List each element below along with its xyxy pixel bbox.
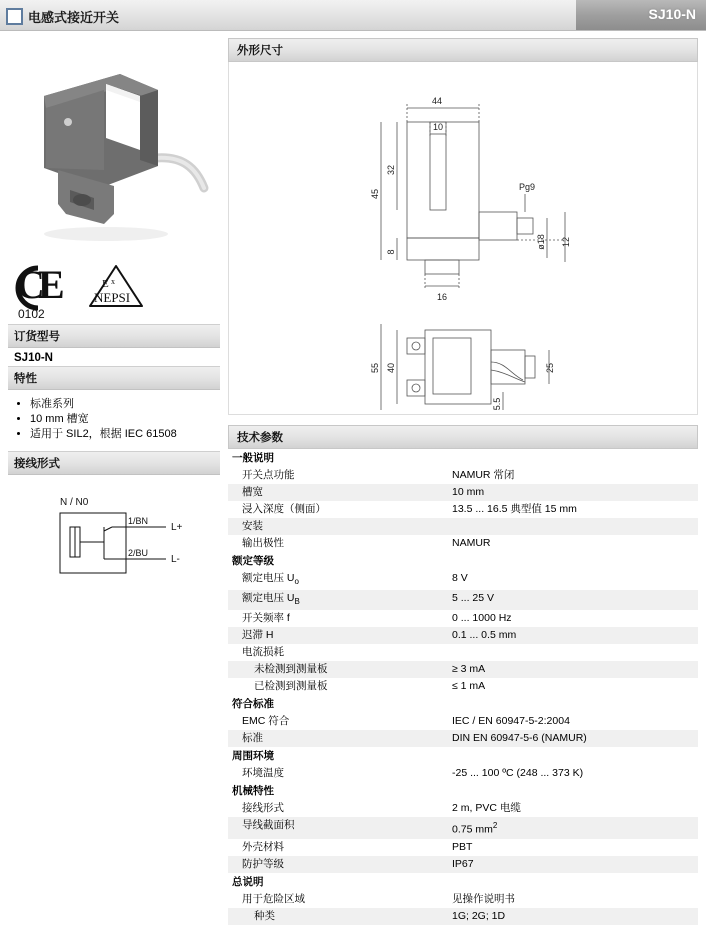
spec-group-label: 机械特性 xyxy=(228,782,698,800)
ce-icon xyxy=(16,262,65,308)
svg-text:L+: L+ xyxy=(171,522,183,533)
spec-key: 未检测到测量板 xyxy=(228,661,448,678)
svg-text:E: E xyxy=(102,278,109,290)
table-row xyxy=(228,908,698,925)
table-row xyxy=(228,765,698,782)
feature-list xyxy=(14,397,214,441)
table-row xyxy=(228,800,698,817)
svg-text:1/BN: 1/BN xyxy=(128,516,149,526)
svg-text:12: 12 xyxy=(561,236,571,248)
table-row xyxy=(228,713,698,730)
spec-value: DIN EN 60947-5-6 (NAMUR) xyxy=(448,730,698,747)
svg-text:55: 55 xyxy=(370,362,380,374)
list-item: • 标准系列 xyxy=(30,397,214,411)
spec-group-label: 总说明 xyxy=(228,873,698,891)
spec-key: 电流损耗 xyxy=(242,646,284,659)
spec-key: 迟滞 H xyxy=(228,627,448,644)
features-section-body xyxy=(8,390,220,451)
spec-key: 开关频率 f xyxy=(242,612,290,625)
spec-table xyxy=(228,449,698,925)
svg-text:ø18: ø18 xyxy=(536,234,546,250)
svg-text:2/BU: 2/BU xyxy=(128,548,149,558)
spec-value: 10 mm xyxy=(448,484,698,501)
table-row xyxy=(228,644,698,661)
spec-group-label: 一般说明 xyxy=(228,449,698,467)
certification-row xyxy=(8,262,220,324)
svg-text:0102: 0102 xyxy=(18,307,45,321)
wiring-section-title: 接线形式 xyxy=(8,451,220,475)
spec-panel-title: 技术参数 xyxy=(228,425,698,449)
svg-text:16: 16 xyxy=(436,292,448,302)
spec-group-header xyxy=(228,782,698,800)
spec-key: 槽宽 xyxy=(228,484,448,501)
wiring-diagram-graphic xyxy=(8,483,220,623)
table-row xyxy=(228,570,698,590)
spec-key: 安装 xyxy=(228,518,448,535)
table-row xyxy=(228,627,698,644)
spec-value: ≤ 1 mA xyxy=(452,680,486,693)
svg-text:C: C xyxy=(16,262,45,307)
dimensions-panel-title: 外形尺寸 xyxy=(228,38,698,62)
table-row xyxy=(228,467,698,484)
spec-group-header xyxy=(228,449,698,467)
dimensions-drawing xyxy=(228,62,698,415)
svg-text:5.5: 5.5 xyxy=(492,397,502,411)
spec-value: ≥ 3 mA xyxy=(448,661,698,678)
spec-panel xyxy=(228,425,698,925)
spec-key: 环境温度 xyxy=(242,767,284,780)
svg-text:L-: L- xyxy=(171,554,180,565)
spec-value: 2 m, PVC 电缆 xyxy=(452,802,521,815)
sensor-photo-graphic xyxy=(8,38,220,260)
table-row xyxy=(228,678,698,695)
right-column xyxy=(228,38,698,925)
table-row xyxy=(228,839,698,856)
spec-key: EMC 符合 xyxy=(242,715,290,728)
spec-value: 13.5 ... 16.5 典型值 15 mm xyxy=(452,503,577,515)
spec-key: 已检测到测量板 xyxy=(254,680,328,693)
table-row xyxy=(228,610,698,627)
spec-key: 标准 xyxy=(228,730,448,747)
spec-key: 接线形式 xyxy=(242,802,284,815)
svg-text:45: 45 xyxy=(370,188,380,200)
list-item: • 适用于 SIL2，根据 IEC 61508 xyxy=(30,427,214,441)
nepsi-ex-icon xyxy=(90,266,142,306)
table-row xyxy=(228,856,698,873)
order-model-value: SJ10-N xyxy=(14,352,53,364)
spec-group-header xyxy=(228,552,698,570)
spec-value: IP67 xyxy=(448,856,698,873)
spec-key: 浸入深度（侧面） xyxy=(242,503,326,515)
page-header xyxy=(0,0,706,31)
spec-group-label: 周围环境 xyxy=(228,747,698,765)
spec-group-label: 符合标准 xyxy=(228,695,698,713)
dimensions-drawing-graphic xyxy=(229,62,697,412)
table-row xyxy=(228,501,698,518)
spec-value xyxy=(448,644,698,661)
spec-group-header xyxy=(228,747,698,765)
spec-key: 防护等级 xyxy=(228,856,448,873)
table-row xyxy=(228,817,698,839)
spec-value: 1G; 2G; 1D xyxy=(448,908,698,925)
spec-key: 外壳材料 xyxy=(242,840,284,853)
table-row xyxy=(228,518,698,535)
spec-key: 输出极性 xyxy=(242,537,284,549)
wiring-diagram xyxy=(8,483,220,623)
spec-value: 0 ... 1000 Hz xyxy=(452,612,512,625)
page-title: 电感式接近开关 xyxy=(28,10,120,25)
svg-text:10: 10 xyxy=(432,122,444,132)
svg-text:44: 44 xyxy=(431,96,443,106)
spec-key: 种类 xyxy=(228,908,448,925)
table-row xyxy=(228,730,698,747)
spec-value: 0.1 ... 0.5 mm xyxy=(448,627,698,644)
spec-value xyxy=(448,518,698,535)
table-row xyxy=(228,484,698,501)
spec-key: 导线截面积 xyxy=(228,817,448,839)
spec-value: PBT xyxy=(452,840,473,853)
spec-group-label: 额定等级 xyxy=(228,552,698,570)
spec-value: 0.75 $mm^2$ xyxy=(448,817,698,839)
features-section-title: 特性 xyxy=(8,366,220,390)
spec-key: 用于危险区域 xyxy=(242,892,305,905)
table-row xyxy=(228,535,698,552)
spec-value: 5 ... 25 V xyxy=(448,590,698,610)
spec-key: 额定电压 $U_B$ xyxy=(228,590,448,610)
svg-text:40: 40 xyxy=(386,362,396,374)
certification-marks xyxy=(8,262,220,324)
spec-value: -25 ... 100 ºC (248 ... 373 K) xyxy=(452,767,584,780)
spec-group-header xyxy=(228,873,698,891)
spec-group-header xyxy=(228,695,698,713)
svg-text:x: x xyxy=(111,277,115,286)
spec-key: 开关点功能 xyxy=(242,469,295,481)
svg-text:Pg9: Pg9 xyxy=(519,182,536,192)
svg-text:E: E xyxy=(38,262,65,307)
spec-value: NAMUR xyxy=(452,537,491,549)
order-section-title: 订货型号 xyxy=(8,324,220,348)
left-column xyxy=(8,38,220,623)
spec-value: NAMUR 常闭 xyxy=(452,469,515,481)
svg-text:NEPSI: NEPSI xyxy=(94,290,131,305)
spec-key: 额定电压 $U_o$ xyxy=(242,572,299,587)
list-item: • 10 mm 槽宽 xyxy=(30,412,214,426)
svg-text:25: 25 xyxy=(545,362,555,374)
table-row xyxy=(228,590,698,610)
spec-value: IEC / EN 60947-5-2:2004 xyxy=(452,715,570,728)
spec-value: 8 V xyxy=(452,572,468,584)
header-model-label: SJ10-N xyxy=(648,6,696,22)
svg-text:N / N0: N / N0 xyxy=(60,497,89,508)
svg-text:32: 32 xyxy=(386,164,396,176)
spec-value: 见操作说明书 xyxy=(452,892,515,905)
table-row xyxy=(228,661,698,678)
table-row xyxy=(228,891,698,908)
product-photo xyxy=(8,38,220,260)
svg-text:8: 8 xyxy=(386,249,396,255)
header-logo-icon xyxy=(6,8,23,25)
